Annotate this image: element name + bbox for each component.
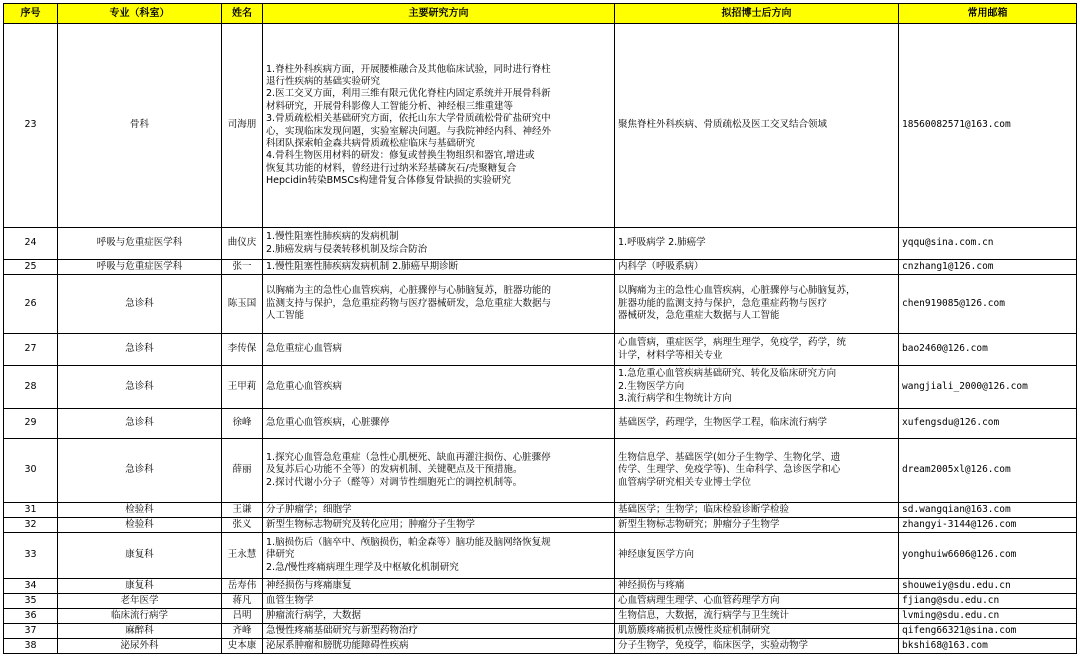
row-research-direction [263,409,615,439]
row-postdoc-direction [615,24,899,228]
table-row [4,518,1077,533]
row-supervisor-name: 吕明 [222,609,263,624]
row-number: 37 [4,624,58,639]
header-research: 主要研究方向 [263,4,615,24]
row-number: 31 [4,503,58,518]
research-line: 心，实现临床发现问题，实验室解决问题。与我院神经内科、神经外 [266,125,552,137]
research-line: 1.脊柱外科疾病方面，开展腰椎融合及其他临床试验，同时进行脊柱 [266,63,551,75]
postdoc-line: 神经损伤与疼痛 [618,579,685,591]
postdoc-line: 传学、生理学、免疫学等)、生命科学、急诊医学和心 [618,464,841,476]
row-number: 33 [4,533,58,579]
row-postdoc-direction [615,334,899,366]
postdoc-line: 新型生物标志物研究；肿瘤分子生物学 [618,518,780,530]
row-email: bao2460@126.com [899,334,1077,366]
row-department: 急诊科 [58,275,222,334]
row-postdoc-direction [615,366,899,409]
row-research-direction [263,533,615,579]
row-research-direction [263,609,615,624]
postdoc-line: 脏器功能的监测支持与保护，急危重症药物与医疗 [618,297,828,309]
postdoc-line: 心血管病，重症医学，病理生理学，免疫学，药学，统 [618,337,847,349]
table-row [4,503,1077,518]
postdoc-line: 聚焦脊柱外科疾病、骨质疏松及医工交叉结合领域 [618,119,828,131]
research-line: 科团队探索帕金森共病骨质疏松症临床与基础研究 [266,137,476,149]
row-number: 36 [4,609,58,624]
research-line: 1.探究心血管急危重症（急性心肌梗死、缺血再灌注损伤、心脏骤停 [266,451,551,463]
research-line: 材料研究，开展骨科影像人工智能分析、神经根三维重建等 [266,100,514,112]
table-row [4,579,1077,594]
row-department: 康复科 [58,533,222,579]
research-line: 2.医工交叉方面，利用三维有限元优化脊柱内固定系统并开展骨科新 [266,88,551,100]
research-line: 律研究 [266,549,295,561]
row-department: 老年医学 [58,594,222,609]
header-dept: 专业（科室） [58,4,222,24]
row-department: 麻醉科 [58,624,222,639]
row-department: 急诊科 [58,409,222,439]
row-research-direction [263,624,615,639]
header-row [4,4,1077,24]
row-email: xufengsdu@126.com [899,409,1077,439]
table-body [4,24,1077,654]
table-row [4,624,1077,639]
row-research-direction [263,334,615,366]
row-department: 骨科 [58,24,222,228]
row-department: 呼吸与危重症医学科 [58,260,222,275]
row-department: 急诊科 [58,334,222,366]
row-department: 急诊科 [58,439,222,503]
row-number: 34 [4,579,58,594]
row-supervisor-name: 徐峰 [222,409,263,439]
table-row [4,334,1077,366]
research-line: 肿瘤流行病学，大数据 [266,609,362,621]
row-department: 康复科 [58,579,222,594]
postdoc-line: 分子生物学，免疫学，临床医学，实验动物学 [618,639,809,651]
research-line: 恢复其功能的材料，曾经进行过纳米羟基磷灰石/壳聚糖复合 [266,162,517,174]
table-row [4,409,1077,439]
row-postdoc-direction [615,579,899,594]
row-supervisor-name: 齐峰 [222,624,263,639]
postdoc-line: 器械研发，急危重症大数据与人工智能 [618,310,780,322]
research-line: 1.慢性阻塞性肺疾病的发病机制 [266,231,399,243]
research-line: 1.脑损伤后（脑卒中、颅脑损伤，帕金森等）脑功能及脑网络恢复规 [266,536,551,548]
postdoc-line: 血管病学研究相关专业博士学位 [618,476,752,488]
row-email: bkshi68@163.com [899,639,1077,654]
row-number: 29 [4,409,58,439]
row-supervisor-name: 司海朋 [222,24,263,228]
postdoc-line: 生物信息，大数据，流行病学与卫生统计 [618,609,790,621]
postdoc-line: 以胸痛为主的急性心血管疾病，心脏骤停与心肺脑复苏， [618,285,856,297]
row-email: wangjiali_2000@126.com [899,366,1077,409]
postdoc-line: 1.急危重心血管疾病基础研究、转化及临床研究方向 [618,368,837,380]
research-line: 分子肿瘤学；细胞学 [266,503,352,515]
row-department: 检验科 [58,503,222,518]
row-research-direction [263,260,615,275]
row-research-direction [263,503,615,518]
research-line: 及复苏后心功能不全等）的发病机制、关键靶点及干预措施。 [266,464,523,476]
table-row [4,228,1077,260]
table-row [4,533,1077,579]
row-research-direction [263,275,615,334]
row-email: zhangyi-3144@126.com [899,518,1077,533]
table-row [4,609,1077,624]
research-line: 血管生物学 [266,594,314,606]
table-row [4,24,1077,228]
research-line: 4.骨科生物医用材料的研发：修复或替换生物组织和器官,增进或 [266,150,535,162]
row-research-direction [263,518,615,533]
row-email: lvming@sdu.edu.cn [899,609,1077,624]
row-postdoc-direction [615,503,899,518]
row-number: 30 [4,439,58,503]
row-postdoc-direction [615,609,899,624]
row-supervisor-name: 王甲莉 [222,366,263,409]
postdoc-line: 计学，材料学等相关专业 [618,349,723,361]
row-email: 18560082571@163.com [899,24,1077,228]
row-email: sd.wangqian@163.com [899,503,1077,518]
header-email: 常用邮箱 [899,4,1077,24]
research-line: 急危重心血管疾病 [266,380,343,392]
row-supervisor-name: 蒋凡 [222,594,263,609]
row-postdoc-direction [615,439,899,503]
row-supervisor-name: 李传保 [222,334,263,366]
row-number: 32 [4,518,58,533]
research-line: 3.骨质疏松相关基础研究方面，依托山东大学骨质疏松骨矿盐研究中 [266,113,551,125]
row-supervisor-name: 薛丽 [222,439,263,503]
postdoc-line: 心血管病理生理学、心血管药理学方向 [618,594,780,606]
header-name: 姓名 [222,4,263,24]
table-row [4,594,1077,609]
row-research-direction [263,228,615,260]
row-supervisor-name: 陈玉国 [222,275,263,334]
row-postdoc-direction [615,228,899,260]
row-supervisor-name: 岳寿伟 [222,579,263,594]
research-line: 以胸痛为主的急性心血管疾病，心脏骤停与心肺脑复苏，脏器功能的 [266,285,552,297]
row-postdoc-direction [615,624,899,639]
row-department: 急诊科 [58,366,222,409]
postdoc-line: 内科学（呼吸系病） [618,260,704,272]
row-postdoc-direction [615,639,899,654]
row-email: yonghuiw6606@126.com [899,533,1077,579]
row-email: yqqu@sina.com.cn [899,228,1077,260]
header-no: 序号 [4,4,58,24]
row-number: 27 [4,334,58,366]
research-line: 急危重心血管疾病，心脏骤停 [266,417,390,429]
research-line: 2.急/慢性疼痛病理生理学及中枢敏化机制研究 [266,561,459,573]
row-research-direction [263,594,615,609]
research-line: 新型生物标志物研究及转化应用；肿瘤分子生物学 [266,518,476,530]
row-email: qifeng66321@sina.com [899,624,1077,639]
table-row [4,439,1077,503]
row-supervisor-name: 曲仪庆 [222,228,263,260]
row-department: 检验科 [58,518,222,533]
row-supervisor-name: 张义 [222,518,263,533]
postdoc-line: 神经康复医学方向 [618,549,695,561]
row-supervisor-name: 张一 [222,260,263,275]
row-email: fjiang@sdu.edu.cn [899,594,1077,609]
row-department: 呼吸与危重症医学科 [58,228,222,260]
row-postdoc-direction [615,260,899,275]
header-postdoc: 拟招博士后方向 [615,4,899,24]
postdoc-line: 生物信息学、基础医学(如分子生物学、生物化学、遗 [618,451,841,463]
research-line: 人工智能 [266,310,305,322]
table-row [4,366,1077,409]
row-number: 23 [4,24,58,228]
table-row [4,260,1077,275]
row-research-direction [263,579,615,594]
row-number: 28 [4,366,58,409]
table-row [4,275,1077,334]
row-research-direction [263,439,615,503]
postdoc-line: 2.生物医学方向 [618,380,685,392]
row-department: 临床流行病学 [58,609,222,624]
row-email: shouweiy@sdu.edu.cn [899,579,1077,594]
row-research-direction [263,366,615,409]
research-line: 急危重症心血管病 [266,343,343,355]
row-supervisor-name: 史本康 [222,639,263,654]
row-supervisor-name: 王谦 [222,503,263,518]
research-line: 2.肺癌发病与侵袭转移机制及综合防治 [266,243,428,255]
research-line: 监测支持与保护，急危重症药物与医疗器械研发，急危重症大数据与 [266,297,552,309]
row-research-direction [263,24,615,228]
postdoc-supervisor-table [3,3,1077,654]
row-postdoc-direction [615,533,899,579]
row-number: 35 [4,594,58,609]
research-line: 2.探讨代谢小分子（醛等）对调节性细胞死亡的调控机制等。 [266,476,523,488]
research-line: 退行性疾病的基础实验研究 [266,76,381,88]
row-email: cnzhang1@126.com [899,260,1077,275]
table-row [4,639,1077,654]
row-number: 38 [4,639,58,654]
research-line: 急慢性疼痛基础研究与新型药物治疗 [266,624,419,636]
row-email: dream2005xl@126.com [899,439,1077,503]
research-line: Hepcidin转染BMSCs构建骨复合体修复骨缺损的实验研究 [266,174,511,186]
postdoc-line: 3.流行病学和生物统计方向 [618,393,732,405]
postdoc-line: 基础医学，药理学，生物医学工程，临床流行病学 [618,417,828,429]
row-number: 24 [4,228,58,260]
postdoc-line: 1.呼吸病学 2.肺癌学 [618,237,706,249]
row-research-direction [263,639,615,654]
research-line: 1.慢性阻塞性肺疾病发病机制 2.肺癌早期诊断 [266,260,459,272]
postdoc-line: 肌筋膜疼痛扳机点慢性炎症机制研究 [618,624,771,636]
row-postdoc-direction [615,518,899,533]
row-postdoc-direction [615,409,899,439]
research-line: 神经损伤与疼痛康复 [266,579,352,591]
research-line: 泌尿系肿瘤和膀胱功能障碍性疾病 [266,639,409,651]
row-department: 泌尿外科 [58,639,222,654]
row-supervisor-name: 王永慧 [222,533,263,579]
postdoc-line: 基础医学；生物学；临床检验诊断学检验 [618,503,790,515]
row-postdoc-direction [615,594,899,609]
row-number: 25 [4,260,58,275]
row-postdoc-direction [615,275,899,334]
row-email: chen919085@126.com [899,275,1077,334]
row-number: 26 [4,275,58,334]
